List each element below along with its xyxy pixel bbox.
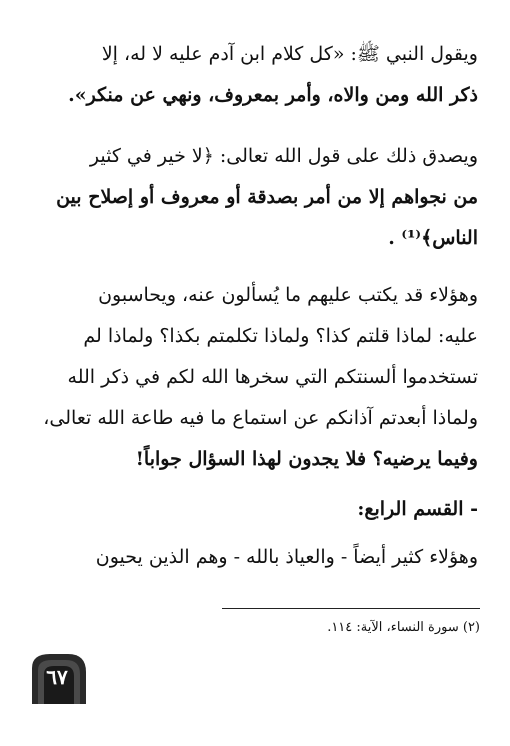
accountability-line-5: وفيما يرضيه؟ فلا يجدون لهذا السؤال جواباً!: [135, 448, 478, 470]
page-number: ٦٧: [46, 665, 68, 689]
text-line: [30, 34, 478, 75]
hadith-line-2: ذكر الله ومن والاه، وأمر بمعروف، ونهي عن منكر».: [68, 84, 478, 106]
hadith-line-1: ويقول النبي ﷺ: «كل كلام ابن آدم عليه لا له، إلا: [101, 43, 478, 65]
text-line: [30, 398, 478, 439]
quran-line-2: من نجواهم إلا من أمر بصدقة أو معروف أو إصلاح بين: [56, 186, 478, 208]
text-line: [30, 177, 478, 218]
section-heading-text: - القسم الرابع:: [357, 498, 478, 520]
text-line: [30, 275, 478, 316]
text-line: [30, 136, 478, 177]
quran-line-1: ويصدق ذلك على قول الله تعالى: ﴿لا خير في كثير: [89, 145, 478, 167]
accountability-line-3: تستخدموا ألسنتكم التي سخرها الله لكم في ذكر الله: [67, 366, 478, 388]
quran-paragraph: [30, 136, 478, 259]
text-line: [30, 357, 478, 398]
text-line: [30, 218, 478, 259]
accountability-line-2: عليه: لماذا قلتم كذا؟ ولماذا تكلمتم بكذا؟ ولماذا لم: [83, 325, 478, 347]
last-paragraph: [30, 537, 478, 578]
text-line: [30, 75, 478, 116]
footnote: [200, 618, 480, 638]
footnote-text: (٢) سورة النساء، الآية: ١١٤.: [327, 620, 480, 635]
section-heading: [30, 489, 478, 530]
hadith-paragraph: [30, 34, 478, 116]
quran-line-3: الناس﴾⁽¹⁾ .: [388, 227, 478, 249]
last-line-text: وهؤلاء كثير أيضاً - والعياذ بالله - وهم الذين يحيون: [95, 546, 478, 568]
accountability-line-1: وهؤلاء قد يكتب عليهم ما يُسألون عنه، ويحاسبون: [98, 284, 478, 306]
accountability-paragraph: [30, 275, 478, 480]
footnote-divider: [222, 608, 480, 609]
accountability-line-4: ولماذا أبعدتم آذانكم عن استماع ما فيه طاعة الله تعالى،: [43, 407, 478, 429]
text-line: [30, 439, 478, 480]
text-line: [30, 316, 478, 357]
